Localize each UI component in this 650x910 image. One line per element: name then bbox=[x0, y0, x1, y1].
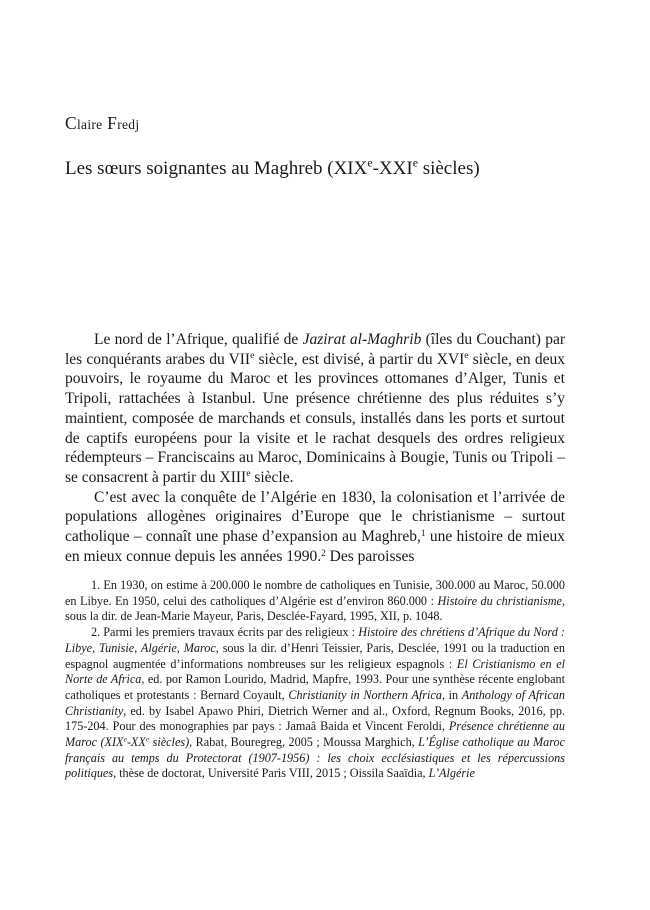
p1-sup-1: e bbox=[250, 349, 255, 361]
title-part-c: siècles) bbox=[417, 158, 480, 179]
n2-italic-7: L’Algérie bbox=[428, 766, 475, 781]
title-part-a: Les sœurs soignantes au Maghreb (XIX bbox=[65, 158, 368, 179]
n1-italic: Histoire du christianisme bbox=[437, 593, 562, 608]
footnote-ref-2[interactable]: 2 bbox=[321, 548, 326, 559]
p1-text-e: siècle. bbox=[250, 468, 294, 486]
n2-italic-5b: -XX bbox=[126, 735, 146, 750]
n2-text-d: , in bbox=[441, 687, 462, 702]
title-part-b: -XXI bbox=[372, 158, 413, 179]
chapter-title bbox=[65, 158, 480, 180]
n2-text-a: 2. Parmi les premiers travaux écrits par des religieux : bbox=[91, 625, 359, 640]
n2-text-f: , Rabat, Bouregreg, 2005 ; Moussa Marghich, bbox=[189, 735, 419, 750]
p1-text-c: siècle, est divisé, à partir du XVI bbox=[254, 350, 465, 368]
title-sup-2: e bbox=[412, 156, 418, 170]
footnote-ref-1[interactable]: 1 bbox=[420, 528, 426, 539]
p2-text-a: C’est avec la conquête de l’Algérie en 1830, la colonisation et l’arrivée de populations allogènes originaires d’Europe que le christianisme – surtout catholique – connaît une phase d’expansion au Maghreb, bbox=[65, 488, 565, 546]
author-first-initial: C bbox=[65, 113, 77, 133]
author-last-rest: redj bbox=[117, 117, 140, 132]
n2-text-c: , ed. por Ramon Lourido, Madrid, Mapfre, 1993. Pour une synthèse récente englobant catholiques et protestants : Bernard Coyault, bbox=[65, 672, 565, 702]
paragraph-2 bbox=[65, 488, 565, 567]
n2-text-e: , ed. by Isabel Apawo Phiri, Dietrich Werner and al., Oxford, Regnum Books, 2016, pp. 175-204. Pour des monographies par pays : Jamaâ Baida et Vincent Feroldi, bbox=[65, 703, 565, 734]
title-sup-1: e bbox=[367, 156, 373, 170]
author-first-rest: laire bbox=[76, 117, 103, 132]
n2-italic-1: Histoire des chrétiens d’Afrique du Nord : Libye, Tunisie, Algérie, Maroc bbox=[65, 625, 565, 655]
n2-sup-2: e bbox=[145, 734, 150, 744]
p1-sup-3: e bbox=[246, 467, 251, 479]
footnote-2 bbox=[65, 625, 565, 782]
n2-sup-1: e bbox=[123, 734, 127, 744]
author-last-initial: F bbox=[107, 113, 118, 133]
p1-sup-2: e bbox=[464, 349, 469, 361]
n2-italic-5c: siècles) bbox=[149, 735, 190, 750]
paragraph-1 bbox=[65, 330, 565, 488]
p1-text-a: Le nord de l’Afrique, qualifié de bbox=[94, 331, 303, 348]
n2-italic-3: Christianity in Northern Africa bbox=[288, 687, 442, 702]
p2-text-c: Des paroisses bbox=[325, 547, 415, 565]
n2-text-b: , sous la dir. d’Henri Teissier, Paris, Desclée, 1991 ou la traduction en espagnol augmentée d’informations nombreuses sur les religieux espagnols : bbox=[65, 640, 565, 671]
footnotes bbox=[65, 578, 565, 782]
n2-italic-2: El Cristianismo en el Norte de Africa bbox=[65, 656, 565, 687]
n1-text-a: 1. En 1930, on estime à 200.000 le nombre de catholiques en Tunisie, 300.000 au Maroc, 50.000 en Libye. En 1950, celui des catholiques d’Algérie est d’environ 860.000 : bbox=[65, 578, 565, 608]
n2-italic-4: Anthology of African Christianity bbox=[65, 687, 565, 718]
p2-text-b: une histoire de mieux en mieux connue depuis les années 1990. bbox=[65, 528, 565, 565]
author-name bbox=[65, 113, 139, 134]
n2-italic-5a: Présence chrétienne au Maroc (XIX bbox=[65, 719, 565, 750]
n2-italic-6: L’Église catholique au Maroc français au temps du Protectorat (1907-1956) : les choix ecclésiastiques et les répercussions politiques bbox=[65, 735, 566, 781]
p1-text-b: (îles du Couchant) par les conquérants arabes du VII bbox=[65, 331, 566, 368]
p1-text-d: siècle, en deux pouvoirs, le royaume du Maroc et les provinces ottomanes d’Alger, Tunis et Tripoli, rattachées à Istanbul. Une présence chrétienne des plus réduites s’y maintient, composée de marchands et consuls, installés dans les ports et surtout de captifs européens pour la visite et le rachat desquels des ordres religieux rédempteurs – Franciscains au Maroc, Dominicains à Bougie, Tunis ou Tripoli – se consacrent à partir du XIII bbox=[65, 350, 565, 486]
footnote-1 bbox=[65, 578, 565, 625]
body-text bbox=[65, 330, 565, 566]
n1-text-b: , sous la dir. de Jean-Marie Mayeur, Paris, Desclée-Fayard, 1995, XII, p. 1048. bbox=[65, 593, 565, 624]
p1-italic: Jazirat al-Maghrib bbox=[302, 331, 422, 348]
n2-text-g: , thèse de doctorat, Université Paris VIII, 2015 ; Oissila Saaïdia, bbox=[113, 766, 429, 781]
